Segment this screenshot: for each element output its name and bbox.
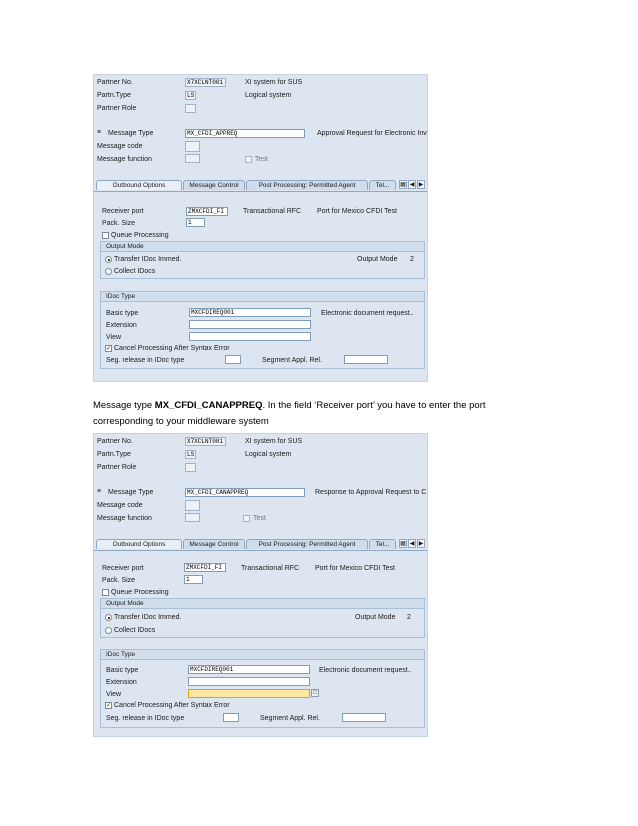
cancel-processing-label: Cancel Processing After Syntax Error [114, 345, 230, 352]
message-code-label: Message code [97, 143, 143, 150]
pack-size-field[interactable]: 1 [184, 575, 203, 584]
idoc-type-group [100, 291, 425, 369]
structure-icon: ≡ [97, 488, 102, 495]
pack-size-label: Pack. Size [102, 577, 136, 584]
message-function-label: Message function [97, 515, 152, 522]
segment-appl-field[interactable] [344, 355, 388, 364]
transfer-idoc-radio[interactable] [105, 614, 112, 621]
partner-no-field[interactable]: X7XCLNT001 [185, 437, 226, 446]
output-mode-group [100, 598, 425, 638]
receiver-port-label: Receiver port [102, 565, 144, 572]
basic-type-label: Basic type [106, 667, 139, 674]
seg-release-label: Seg. release in IDoc type [106, 715, 185, 722]
extension-label: Extension [106, 679, 137, 686]
tab-outbound-options[interactable]: Outbound Options [96, 539, 182, 549]
tab-message-control[interactable]: Message Control [183, 180, 245, 190]
chevron-right-icon[interactable]: ▶ [418, 541, 424, 547]
segment-appl-label: Segment Appl. Rel. [262, 357, 322, 364]
extension-field[interactable] [189, 320, 311, 329]
structure-icon: ≡ [97, 129, 102, 136]
seg-release-label: Seg. release in IDoc type [106, 357, 185, 364]
chevron-right-icon[interactable]: ▶ [418, 182, 424, 188]
extension-field[interactable] [188, 677, 310, 686]
queue-processing-checkbox[interactable] [102, 589, 109, 596]
message-type-field[interactable]: MX_CFDI_CANAPPREQ [185, 488, 305, 497]
output-mode-label: Output Mode [355, 614, 396, 621]
collect-idocs-label: Collect IDocs [114, 627, 156, 634]
partner-role-field[interactable] [185, 104, 196, 113]
seg-release-field[interactable] [225, 355, 241, 364]
instruction-message-type: MX_CFDI_CANAPPREQ [154, 400, 263, 411]
tab-message-control[interactable]: Message Control [183, 539, 245, 549]
instruction-pre: Message type [93, 400, 155, 411]
output-mode-title: Output Mode [101, 599, 424, 609]
tab-list-icon[interactable]: ▦ [400, 541, 406, 547]
queue-processing-checkbox[interactable] [102, 232, 109, 239]
message-type-label: Message Type [108, 130, 154, 137]
partn-type-label: Partn.Type [97, 92, 131, 99]
collect-idocs-radio[interactable] [105, 627, 112, 634]
instruction-post: . In the field ‘Receiver port’ you have to enter the port corresponding to your middleware system [93, 400, 486, 427]
view-field[interactable] [189, 332, 311, 341]
chevron-left-icon[interactable]: ◀ [409, 182, 415, 188]
value-help-icon[interactable]: □ [311, 689, 319, 697]
output-mode-group [100, 241, 425, 279]
output-mode-label: Output Mode [357, 256, 398, 263]
partn-type-field[interactable]: LS [187, 451, 195, 458]
basic-type-field[interactable]: MXCFDIREQ001 [188, 665, 310, 674]
message-code-field[interactable] [185, 500, 200, 511]
cancel-processing-label: Cancel Processing After Syntax Error [114, 702, 230, 709]
message-function-field[interactable] [185, 513, 200, 522]
instruction-text [93, 398, 543, 430]
partn-type-desc: Logical system [245, 92, 292, 99]
transfer-idoc-radio[interactable] [105, 256, 112, 263]
collect-idocs-radio[interactable] [105, 268, 112, 275]
test-checkbox[interactable] [243, 515, 250, 522]
partner-no-desc: XI system for SUS [245, 79, 303, 86]
message-type-desc: Response to Approval Request to C [315, 489, 427, 496]
partner-role-label: Partner Role [97, 105, 137, 112]
tab-strip [94, 179, 427, 192]
partn-type-label: Partn.Type [97, 451, 131, 458]
test-checkbox[interactable] [245, 156, 252, 163]
sap-screen-2 [93, 433, 428, 737]
queue-processing-label: Queue Processing [111, 232, 169, 239]
tab-tel[interactable]: Tel... [369, 539, 396, 549]
cancel-processing-checkbox[interactable]: ✓ [106, 703, 112, 709]
tab-strip [94, 538, 427, 551]
tab-post-processing[interactable]: Post Processing: Permitted Agent [246, 539, 368, 549]
test-label: Test [255, 156, 268, 163]
view-label: View [106, 334, 122, 341]
pack-size-label: Pack. Size [102, 220, 136, 227]
receiver-port-desc: Port for Mexico CFDI Test [317, 208, 398, 215]
view-label: View [106, 691, 122, 698]
partner-role-field[interactable] [185, 463, 196, 472]
collect-idocs-label: Collect IDocs [114, 268, 156, 275]
partn-type-field[interactable]: LS [187, 92, 195, 99]
idoc-type-title: IDoc Type [101, 650, 424, 660]
tab-outbound-options[interactable]: Outbound Options [96, 180, 182, 190]
seg-release-field[interactable] [223, 713, 239, 722]
basic-type-label: Basic type [106, 310, 139, 317]
partner-no-field[interactable]: X7XCLNT001 [185, 78, 226, 87]
segment-appl-label: Segment Appl. Rel. [260, 715, 320, 722]
message-function-field[interactable] [185, 154, 200, 163]
transfer-idoc-label: Transfer IDoc Immed. [114, 614, 182, 621]
partner-no-label: Partner No. [97, 79, 133, 86]
output-mode-value: 2 [410, 256, 414, 263]
tab-list-icon[interactable]: ▦ [400, 182, 406, 188]
output-mode-title: Output Mode [101, 242, 424, 252]
receiver-port-type: Transactional RFC [241, 565, 300, 572]
partn-type-desc: Logical system [245, 451, 292, 458]
output-mode-value: 2 [407, 614, 411, 621]
message-code-field[interactable] [185, 141, 200, 152]
idoc-type-title: IDoc Type [101, 292, 424, 302]
message-code-label: Message code [97, 502, 143, 509]
partner-role-label: Partner Role [97, 464, 137, 471]
partner-no-label: Partner No. [97, 438, 133, 445]
basic-type-desc: Electronic document request.. [319, 667, 412, 674]
segment-appl-field[interactable] [342, 713, 386, 722]
sap-screen-1 [93, 74, 428, 382]
receiver-port-desc: Port for Mexico CFDI Test [315, 565, 396, 572]
extension-label: Extension [106, 322, 137, 329]
idoc-type-group [100, 649, 425, 728]
partner-no-desc: XI system for SUS [245, 438, 303, 445]
message-function-label: Message function [97, 156, 152, 163]
view-field[interactable] [188, 689, 310, 698]
pack-size-field[interactable]: 1 [186, 218, 205, 227]
message-type-field[interactable]: MX_CFDI_APPREQ [185, 129, 305, 138]
message-type-desc: Approval Request for Electronic Inv [317, 130, 427, 137]
tab-post-processing[interactable]: Post Processing: Permitted Agent [246, 180, 368, 190]
receiver-port-label: Receiver port [102, 208, 144, 215]
basic-type-desc: Electronic document request.. [321, 310, 414, 317]
receiver-port-field[interactable]: ZMXCFDI_FI [184, 563, 226, 572]
receiver-port-type: Transactional RFC [243, 208, 302, 215]
tab-tel[interactable]: Tel... [369, 180, 396, 190]
test-label: Test [253, 515, 266, 522]
receiver-port-field[interactable]: ZMXCFDI_FI [186, 207, 228, 216]
chevron-left-icon[interactable]: ◀ [409, 541, 415, 547]
message-type-label: Message Type [108, 489, 154, 496]
cancel-processing-checkbox[interactable]: ✓ [106, 346, 112, 352]
basic-type-field[interactable]: MXCFDIREQ001 [189, 308, 311, 317]
transfer-idoc-label: Transfer IDoc Immed. [114, 256, 182, 263]
queue-processing-label: Queue Processing [111, 589, 169, 596]
